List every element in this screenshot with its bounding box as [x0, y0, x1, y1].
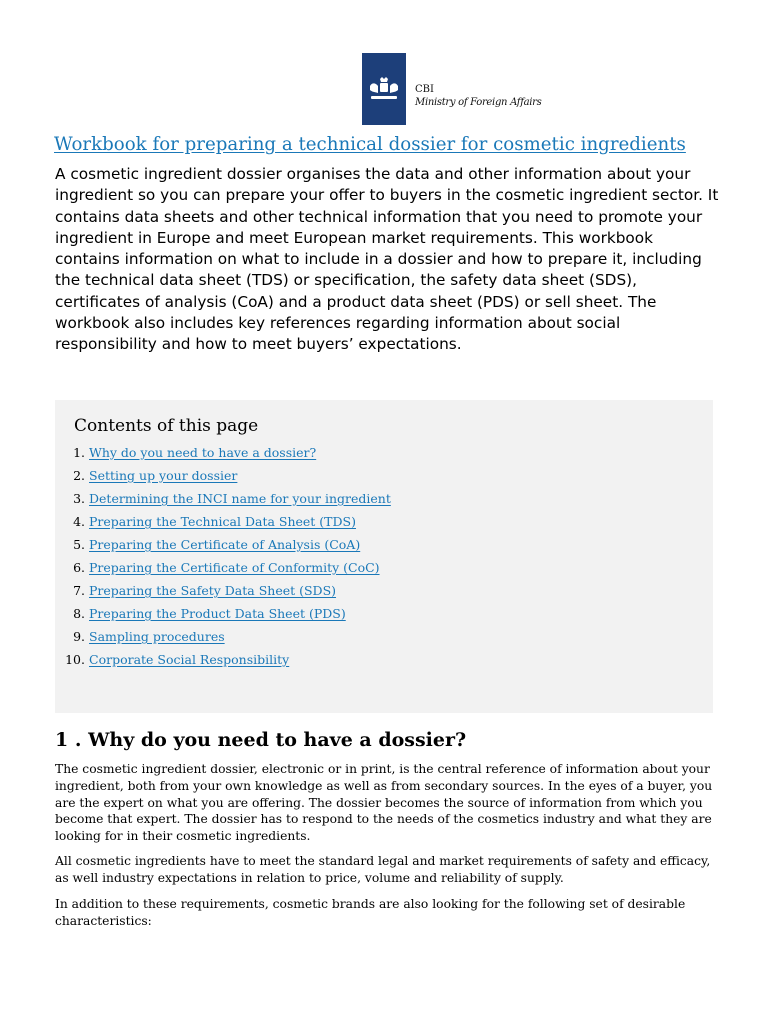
toc-item-3: [55, 487, 391, 510]
toc-link-coc[interactable]: Preparing the Certificate of Conformity (CoC): [89, 560, 380, 575]
toc-item-8: [55, 602, 391, 625]
toc-item-5: [55, 533, 391, 556]
table-of-contents: [55, 400, 713, 713]
coat-of-arms-icon: [362, 53, 406, 125]
toc-number: 4.: [73, 514, 85, 529]
toc-link-sampling[interactable]: Sampling procedures: [89, 629, 225, 644]
toc-item-6: [55, 556, 391, 579]
toc-link-setting-up[interactable]: Setting up your dossier: [89, 468, 238, 483]
toc-list: [55, 441, 391, 671]
toc-number: 2.: [73, 468, 85, 483]
intro-paragraph: A cosmetic ingredient dossier organises the data and other information about your ingredient so you can prepare your offer to buyers in the cosmetic ingredient sector. It contains data sheets and other technical information that you need to promote your ingredient in Europe and meet European market requirements. This workbook contains information on what to include in a dossier and how to prepare it, including the technical data sheet (TDS) or specification, the safety data sheet (SDS), certificates of analysis (CoA) and a product data sheet (PDS) or sell sheet. The workbook also includes key references regarding information about social responsibility and how to meet buyers’ expectations.: [55, 165, 719, 354]
toc-number: 3.: [73, 491, 85, 506]
toc-item-1: [55, 441, 391, 464]
toc-item-9: [55, 625, 391, 648]
toc-number: 6.: [73, 560, 85, 575]
toc-link-inci-name[interactable]: Determining the INCI name for your ingredient: [89, 491, 391, 506]
toc-link-why-dossier[interactable]: Why do you need to have a dossier?: [89, 445, 317, 460]
toc-number: 9.: [73, 629, 85, 644]
section-heading-why-dossier: 1 . Why do you need to have a dossier?: [55, 729, 467, 751]
toc-number: 5.: [73, 537, 85, 552]
section-paragraph-3: In addition to these requirements, cosmetic brands are also looking for the following set of desirable characteristics:: [55, 897, 686, 928]
toc-number: 7.: [73, 583, 85, 598]
toc-link-sds[interactable]: Preparing the Safety Data Sheet (SDS): [89, 583, 337, 598]
toc-number: 10.: [65, 652, 85, 667]
toc-item-7: [55, 579, 391, 602]
section-paragraph-2: All cosmetic ingredients have to meet the standard legal and market requirements of safety and efficacy, as well industry expectations in relation to price, volume and reliability of supply.: [55, 854, 711, 885]
toc-number: 8.: [73, 606, 85, 621]
toc-item-10: [55, 648, 391, 671]
toc-link-tds[interactable]: Preparing the Technical Data Sheet (TDS): [89, 514, 356, 529]
cbi-logo: [362, 53, 542, 125]
toc-link-pds[interactable]: Preparing the Product Data Sheet (PDS): [89, 606, 346, 621]
page-title-link[interactable]: Workbook for preparing a technical dossier for cosmetic ingredients: [54, 134, 686, 155]
toc-item-2: [55, 464, 391, 487]
toc-heading: Contents of this page: [74, 416, 259, 436]
toc-link-csr[interactable]: Corporate Social Responsibility: [89, 652, 290, 667]
logo-line-cbi: CBI: [415, 84, 434, 95]
logo-line-ministry: Ministry of Foreign Affairs: [415, 97, 542, 108]
toc-item-4: [55, 510, 391, 533]
toc-link-coa[interactable]: Preparing the Certificate of Analysis (CoA): [89, 537, 361, 552]
toc-number: 1.: [73, 445, 85, 460]
section-paragraph-1: The cosmetic ingredient dossier, electronic or in print, is the central reference of information about your ingredient, both from your own knowledge as well as from secondary sources. In the eyes of a buyer, you are the expert on what you are offering. The dossier becomes the source of information from which you become that expert. The dossier has to respond to the needs of the cosmetics industry and what they are looking for in their cosmetic ingredients.: [55, 762, 713, 844]
